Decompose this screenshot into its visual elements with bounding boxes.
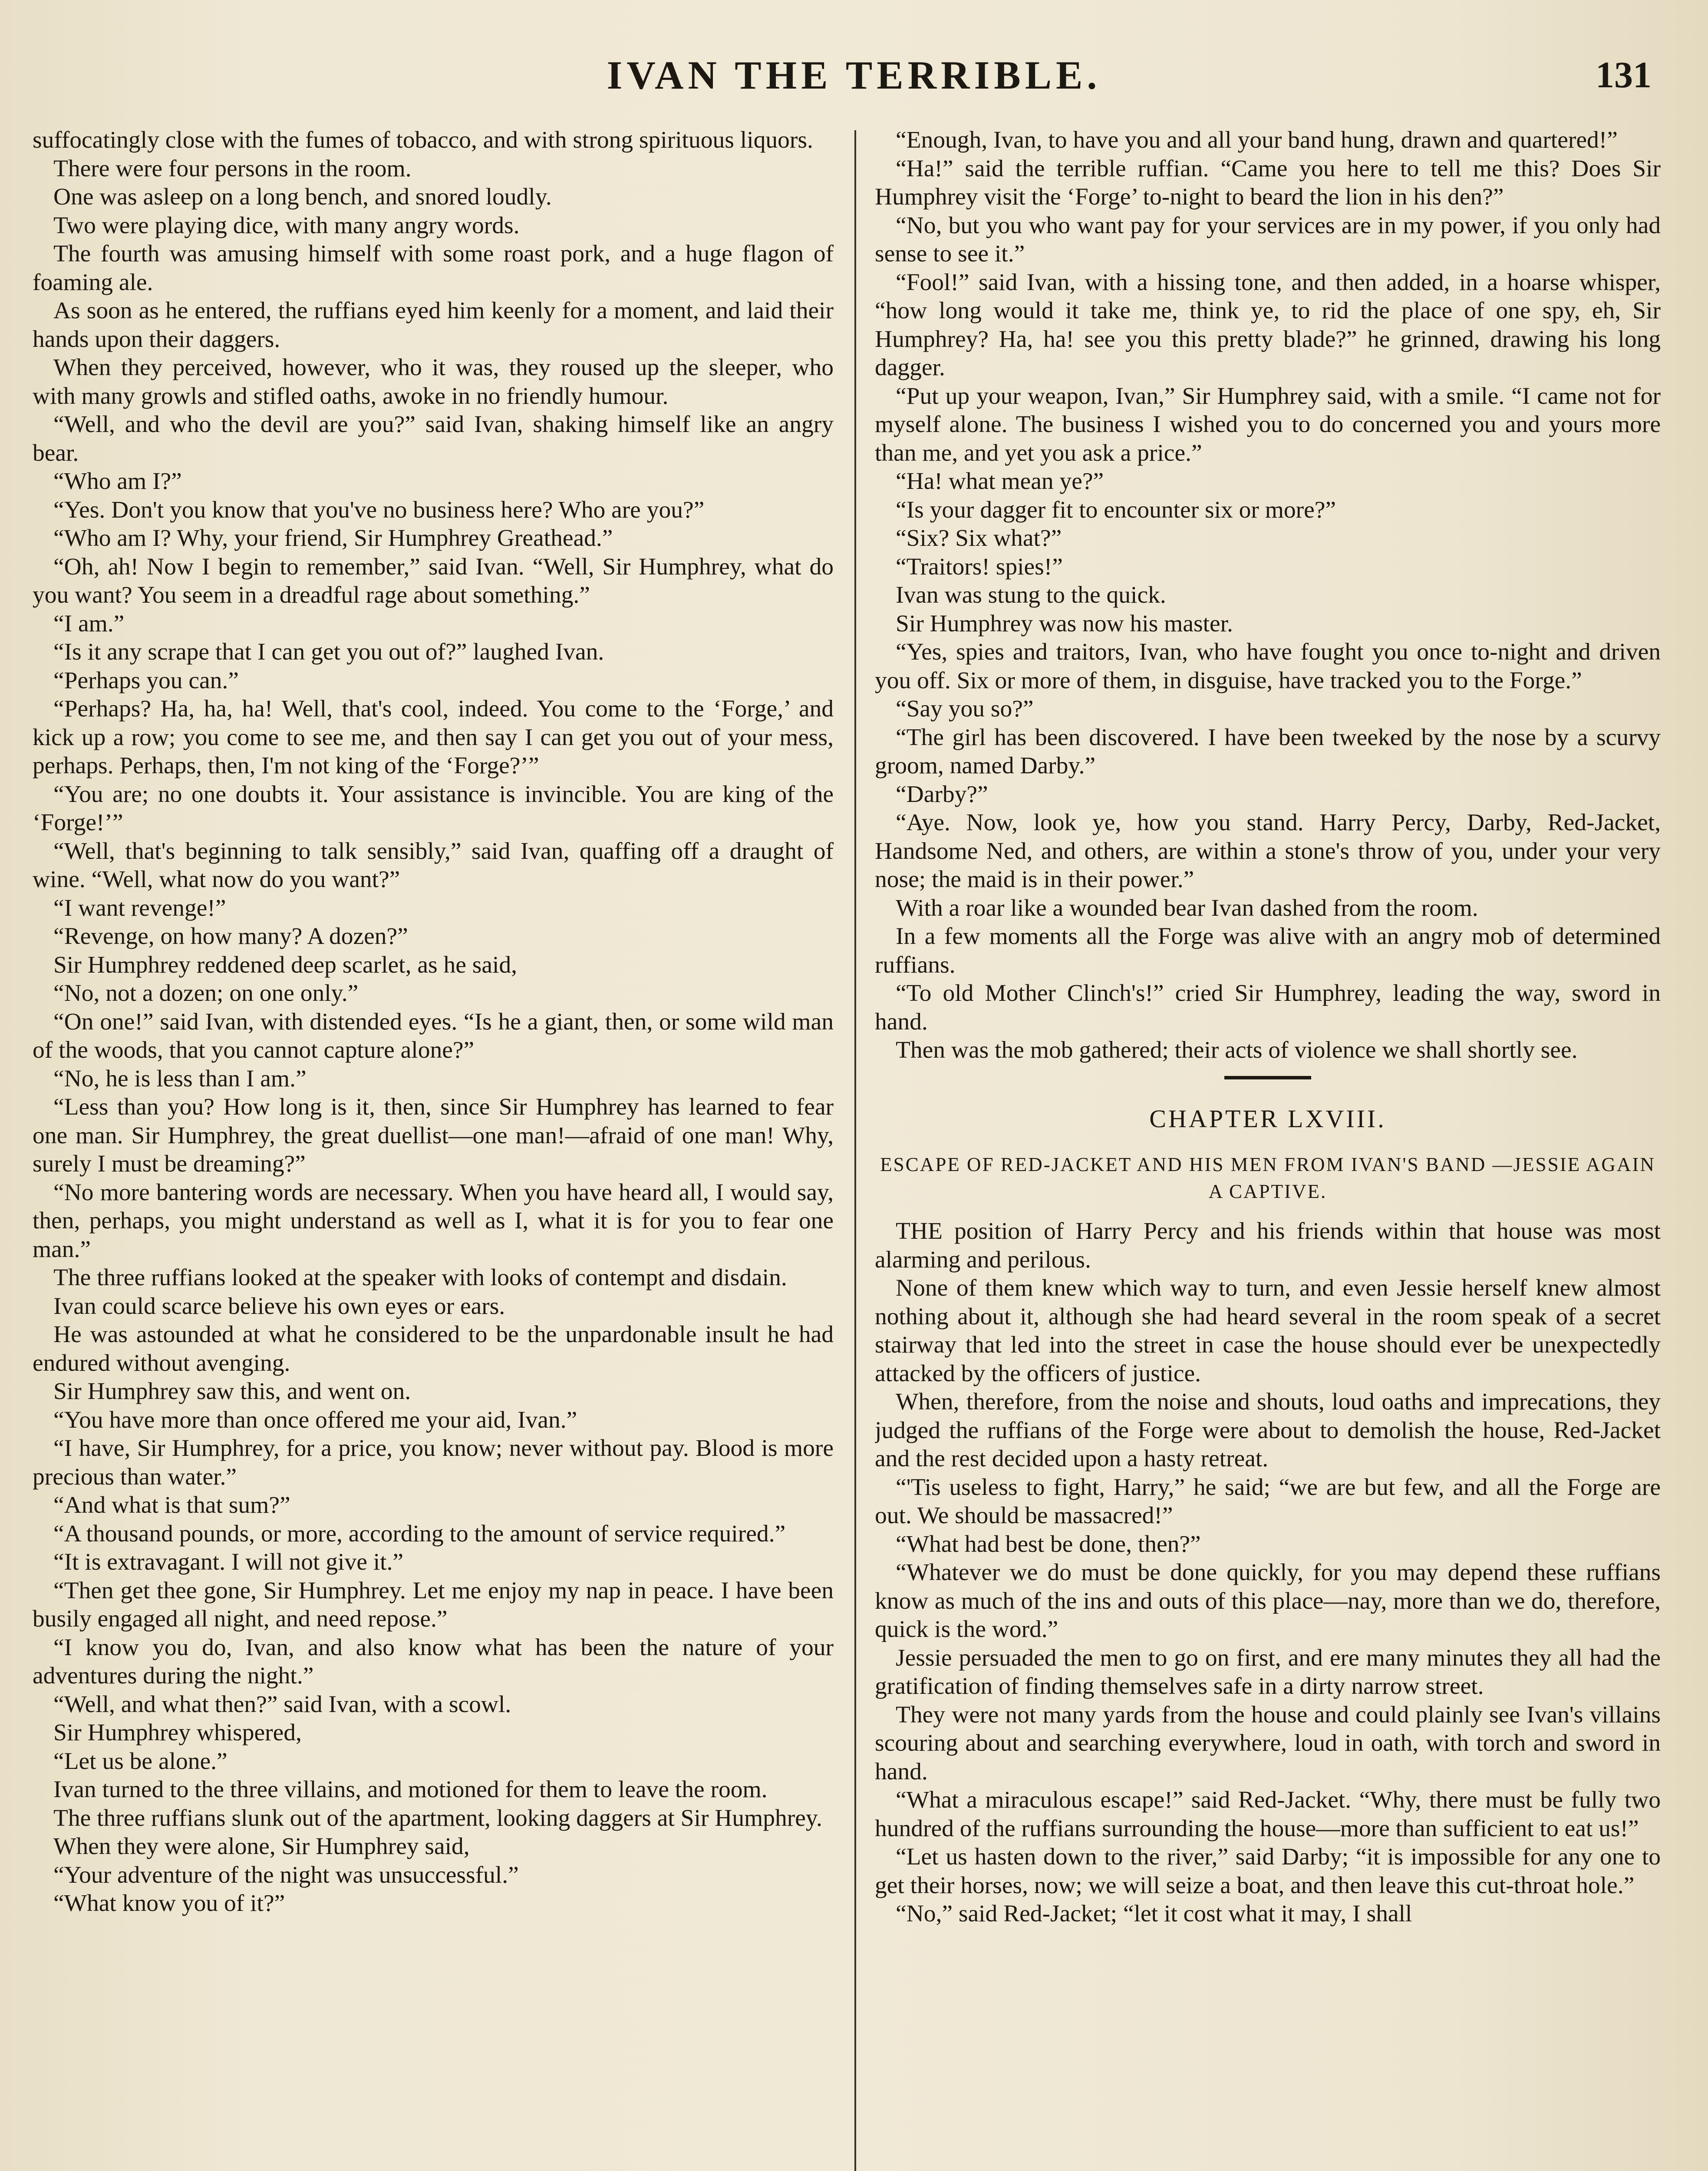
paragraph: “You are; no one doubts it. Your assistance is invincible. You are king of the ‘Forge!’” xyxy=(33,781,834,836)
paragraph: Ivan could scarce believe his own eyes or ears. xyxy=(53,1293,505,1320)
paragraph: Sir Humphrey reddened deep scarlet, as he said, xyxy=(53,951,517,978)
paragraph: Two were playing dice, with many angry words. xyxy=(53,212,520,239)
paragraph: “Your adventure of the night was unsuccessful.” xyxy=(53,1861,519,1888)
paragraph: “You have more than once offered me your aid, Ivan.” xyxy=(53,1406,577,1433)
paragraph: “I want revenge!” xyxy=(53,894,226,921)
paragraph: Ivan was stung to the quick. xyxy=(896,582,1166,608)
paragraph: “The girl has been discovered. I have been tweeked by the nose by a scurvy groom, named Darby.” xyxy=(875,724,1661,779)
paragraph: When they perceived, however, who it was, they roused up the sleeper, who with many growls and stifled oaths, awoke in no friendly humour. xyxy=(33,354,834,409)
paragraph: “No, not a dozen; on one only.” xyxy=(53,980,359,1006)
paragraph: “Revenge, on how many? A dozen?” xyxy=(53,923,408,950)
paragraph: One was asleep on a long bench, and snored loudly. xyxy=(53,184,552,210)
paragraph: “Perhaps you can.” xyxy=(53,667,239,694)
paragraph: Then was the mob gathered; their acts of violence we shall shortly see. xyxy=(896,1037,1578,1063)
paragraph: “No, but you who want pay for your services are in my power, if you only had sense to see it.” xyxy=(875,212,1661,267)
paragraph: “Put up your weapon, Ivan,” Sir Humphrey said, with a smile. “I came not for myself alone. The business I wished you to do concerned you and yours more than me, and yet you ask a price.” xyxy=(875,383,1661,466)
paragraph: “Is it any scrape that I can get you out of?” laughed Ivan. xyxy=(53,639,604,665)
paragraph: “Six? Six what?” xyxy=(896,525,1062,551)
paragraph: THE position of Harry Percy and his friends within that house was most alarming and perilous. xyxy=(875,1218,1661,1273)
paragraph: “Yes, spies and traitors, Ivan, who have fought you once to-night and driven you off. Six or more of them, in disguise, have tracked you to the Forge.” xyxy=(875,639,1661,694)
running-title: IVAN THE TERRIBLE. xyxy=(607,53,1101,97)
paragraph: There were four persons in the room. xyxy=(53,155,412,182)
paragraph: “Say you so?” xyxy=(896,696,1034,722)
paragraph: “And what is that sum?” xyxy=(53,1492,290,1518)
paragraph: “Traitors! spies!” xyxy=(896,553,1063,580)
left-column xyxy=(33,126,834,2171)
paragraph: Jessie persuaded the men to go on first, and ere many minutes they all had the gratification of finding themselves safe in a dirty narrow street. xyxy=(875,1644,1661,1699)
paragraph: “What had best be done, then?” xyxy=(896,1531,1201,1557)
paragraph: “No,” said Red-Jacket; “let it cost what it may, I shall xyxy=(896,1900,1412,1927)
paragraph: “I have, Sir Humphrey, for a price, you know; never without pay. Blood is more precious than water.” xyxy=(33,1435,834,1490)
paragraph: Sir Humphrey was now his master. xyxy=(896,610,1233,637)
paragraph: “Well, and who the devil are you?” said Ivan, shaking himself like an angry bear. xyxy=(33,411,834,466)
paragraph: “What a miraculous escape!” said Red-Jacket. “Why, there must be fully two hundred of the ruffians surrounding the house—more than sufficient to eat us!” xyxy=(875,1787,1661,1842)
paragraph: “A thousand pounds, or more, according to the amount of service required.” xyxy=(53,1520,786,1547)
paragraph: “Enough, Ivan, to have you and all your band hung, drawn and quartered!” xyxy=(896,127,1618,153)
paragraph: The fourth was amusing himself with some roast pork, and a huge flagon of foaming ale. xyxy=(33,241,834,296)
paragraph: suffocatingly close with the fumes of tobacco, and with strong spirituous liquors. xyxy=(33,127,813,153)
paragraph: “Who am I?” xyxy=(53,468,182,495)
paragraph: “No, he is less than I am.” xyxy=(53,1065,307,1092)
running-header xyxy=(0,43,1708,109)
chapter-subtitle: ESCAPE OF RED-JACKET AND HIS MEN FROM IVAN'S BAND —JESSIE AGAIN A CAPTIVE. xyxy=(880,1154,1655,1202)
paragraph: “Aye. Now, look ye, how you stand. Harry Percy, Darby, Red-Jacket, Handsome Ned, and others, are within a stone's throw of you, under your very nose; the maid is in their power.” xyxy=(875,809,1661,893)
paragraph: “Whatever we do must be done quickly, for you may depend these ruffians know as much of the ins and outs of this place—nay, more than we do, therefore, quick is the word.” xyxy=(875,1559,1661,1643)
paragraph: When they were alone, Sir Humphrey said, xyxy=(53,1833,470,1860)
paragraph: The three ruffians slunk out of the apartment, looking daggers at Sir Humphrey. xyxy=(53,1805,822,1831)
paragraph: “Is your dagger fit to encounter six or more?” xyxy=(896,496,1336,523)
paragraph: Ivan turned to the three villains, and motioned for them to leave the room. xyxy=(53,1776,768,1803)
paragraph: “I know you do, Ivan, and also know what has been the nature of your adventures during the night.” xyxy=(33,1634,834,1689)
paragraph: When, therefore, from the noise and shouts, loud oaths and imprecations, they judged the ruffians of the Forge were about to demolish the house, Red-Jacket and the rest decided upon a hasty retreat. xyxy=(875,1389,1661,1472)
paragraph: “Let us be alone.” xyxy=(53,1748,228,1775)
paragraph: The three ruffians looked at the speaker with looks of contempt and disdain. xyxy=(53,1264,787,1291)
paragraph: “Fool!” said Ivan, with a hissing tone, and then added, in a hoarse whisper, “how long would it take me, think ye, to rid the place of one spy, eh, Sir Humphrey? Ha, ha! see you this pretty blade?” he grinned, drawing his long dagger. xyxy=(875,269,1661,381)
paragraph: “Yes. Don't you know that you've no business here? Who are you?” xyxy=(53,496,705,523)
paragraph: “Ha!” said the terrible ruffian. “Came you here to tell me this? Does Sir Humphrey visit the ‘Forge’ to-night to beard the lion in his den?” xyxy=(875,155,1661,210)
paragraph: “No more bantering words are necessary. When you have heard all, I would say, then, perhaps, you might understand as well as I, what it is for you to fear one man.” xyxy=(33,1179,834,1263)
chapter-separator xyxy=(1224,1076,1311,1079)
paragraph: “Ha! what mean ye?” xyxy=(896,468,1104,495)
paragraph: “What know you of it?” xyxy=(53,1890,285,1917)
paragraph: “Darby?” xyxy=(896,781,988,808)
paragraph: Sir Humphrey saw this, and went on. xyxy=(53,1378,411,1405)
paragraph: “Well, that's beginning to talk sensibly,” said Ivan, quaffing off a draught of wine. “Well, what now do you want?” xyxy=(33,838,834,893)
paragraph: They were not many yards from the house and could plainly see Ivan's villains scouring about and searching everywhere, loud in oath, with torch and sword in hand. xyxy=(875,1701,1661,1785)
chapter-title: CHAPTER LXVIII. xyxy=(1149,1104,1386,1133)
paragraph: “On one!” said Ivan, with distended eyes. “Is he a giant, then, or some wild man of the woods, that you cannot capture alone?” xyxy=(33,1008,834,1063)
paragraph: “I am.” xyxy=(53,610,125,637)
paragraph: In a few moments all the Forge was alive with an angry mob of determined ruffians. xyxy=(875,923,1661,978)
right-column xyxy=(875,126,1661,2171)
paragraph: “Perhaps? Ha, ha, ha! Well, that's cool, indeed. You come to the ‘Forge,’ and kick up a row; you come to see me, and then say I can get you out of your mess, perhaps. Perhaps, then, I'm not king of the ‘Forge?’” xyxy=(33,696,834,779)
paragraph: “Oh, ah! Now I begin to remember,” said Ivan. “Well, Sir Humphrey, what do you want? You seem in a dreadful rage about something.” xyxy=(33,553,834,608)
paragraph: He was astounded at what he considered to be the unpardonable insult he had endured without avenging. xyxy=(33,1321,834,1376)
paragraph: “Let us hasten down to the river,” said Darby; “it is impossible for any one to get their horses, now; we will seize a boat, and then leave this cut-throat hole.” xyxy=(875,1844,1661,1899)
page-number: 131 xyxy=(1596,54,1652,96)
paragraph: Sir Humphrey whispered, xyxy=(53,1719,302,1746)
paragraph: “Well, and what then?” said Ivan, with a scowl. xyxy=(53,1691,511,1718)
paragraph: With a roar like a wounded bear Ivan dashed from the room. xyxy=(896,894,1478,921)
paragraph: “To old Mother Clinch's!” cried Sir Humphrey, leading the way, sword in hand. xyxy=(875,980,1661,1035)
paragraph: As soon as he entered, the ruffians eyed him keenly for a moment, and laid their hands upon their daggers. xyxy=(33,297,834,353)
paragraph: None of them knew which way to turn, and even Jessie herself knew almost nothing about it, although she had heard several in the room speak of a secret stairway that led into the street in case the house should ever be unexpectedly attacked by the officers of justice. xyxy=(875,1275,1661,1387)
paragraph: “Who am I? Why, your friend, Sir Humphrey Greathead.” xyxy=(53,525,613,551)
paragraph: “Then get thee gone, Sir Humphrey. Let me enjoy my nap in peace. I have been busily engaged all night, and need repose.” xyxy=(33,1577,834,1632)
paragraph: “Less than you? How long is it, then, since Sir Humphrey has learned to fear one man. Sir Humphrey, the great duellist—one man!—afraid of one man! Why, surely I must be dreaming?” xyxy=(33,1094,834,1177)
column-divider xyxy=(854,130,856,2171)
paragraph: “'Tis useless to fight, Harry,” he said; “we are but few, and all the Forge are out. We should be massacred!” xyxy=(875,1474,1661,1529)
paragraph: “It is extravagant. I will not give it.” xyxy=(53,1549,404,1575)
